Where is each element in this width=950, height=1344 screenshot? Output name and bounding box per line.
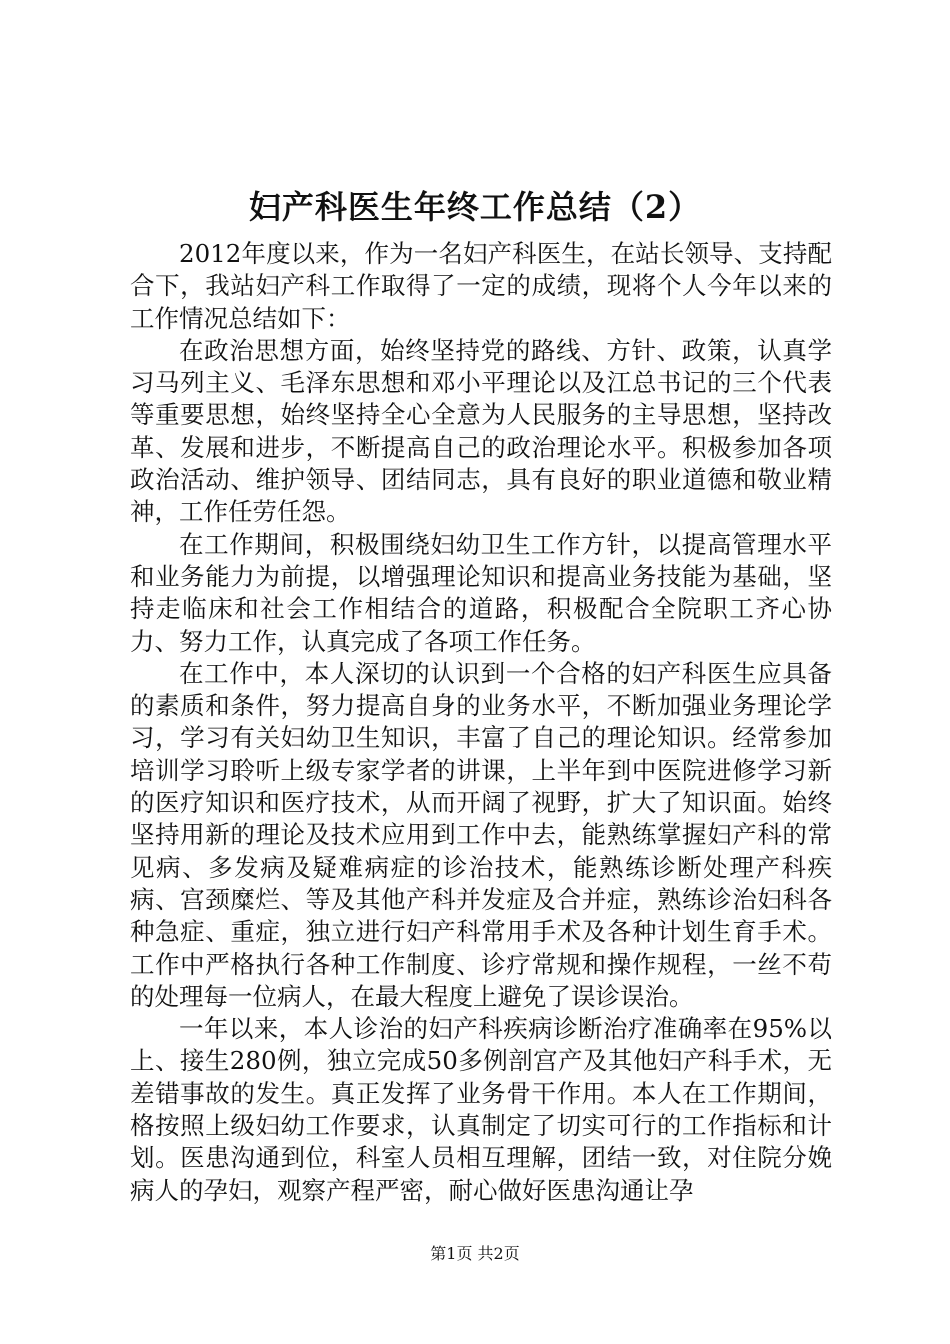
page-number-footer: 第1页 共2页 xyxy=(430,1244,520,1263)
paragraph-professional-skills: 在工作中，本人深切的认识到一个合格的妇产科医生应具备的素质和条件，努力提高自身的业务水平，不断加强业务理论学习，学习有关妇幼卫生知识，丰富了自己的理论知识。经常参加培训学习聆听上级专家学者的讲课，上半年到中医院进修学习新的医疗知识和医疗技术，从而开阔了视野，扩大了知识面。始终坚持用新的理论及技术应用到工作中去，能熟练掌握妇产科的常见病、多发病及疑难病症的诊治技术，能熟练诊断处理产科疾病、宫颈糜烂、等及其他产科并发症及合并症，熟练诊治妇科各种急症、重症，独立进行妇产科常用手术及各种计划生育手术。工作中严格执行各种工作制度、诊疗常规和操作规程，一丝不苟的处理每一位病人，在最大程度上避免了误诊误治。 xyxy=(130,658,832,1011)
paragraph-work-period: 在工作期间，积极围绕妇幼卫生工作方针，以提高管理水平和业务能力为前提，以增强理论知识和提高业务技能为基础，坚持走临床和社会工作相结合的道路，积极配合全院职工齐心协力、努力工作，认真完成了各项工作任务。 xyxy=(130,529,832,656)
paragraph-annual-results: 一年以来，本人诊治的妇产科疾病诊断治疗准确率在95%以上、接生280例，独立完成50多例剖宫产及其他妇产科手术，无差错事故的发生。真正发挥了业务骨干作用。本人在工作期间，格按照上级妇幼工作要求，认真制定了切实可行的工作指标和计划。医患沟通到位，科室人员相互理解，团结一致，对住院分娩病人的孕妇，观察产程严密，耐心做好医患沟通让孕 xyxy=(130,1014,832,1205)
document-title: 妇产科医生年终工作总结（2） xyxy=(248,188,702,226)
paragraph-intro: 2012年度以来，作为一名妇产科医生，在站长领导、支持配合下，我站妇产科工作取得了一定的成绩，现将个人今年以来的工作情况总结如下： xyxy=(130,239,832,333)
document-body xyxy=(130,238,832,1207)
paragraph-political-thought: 在政治思想方面，始终坚持党的路线、方针、政策，认真学习马列主义、毛泽东思想和邓小平理论以及江总书记的三个代表等重要思想，始终坚持全心全意为人民服务的主导思想，坚持改革、发展和进步，不断提高自己的政治理论水平。积极参加各项政治活动、维护领导、团结同志，具有良好的职业道德和敬业精神，工作任劳任怨。 xyxy=(130,335,832,527)
